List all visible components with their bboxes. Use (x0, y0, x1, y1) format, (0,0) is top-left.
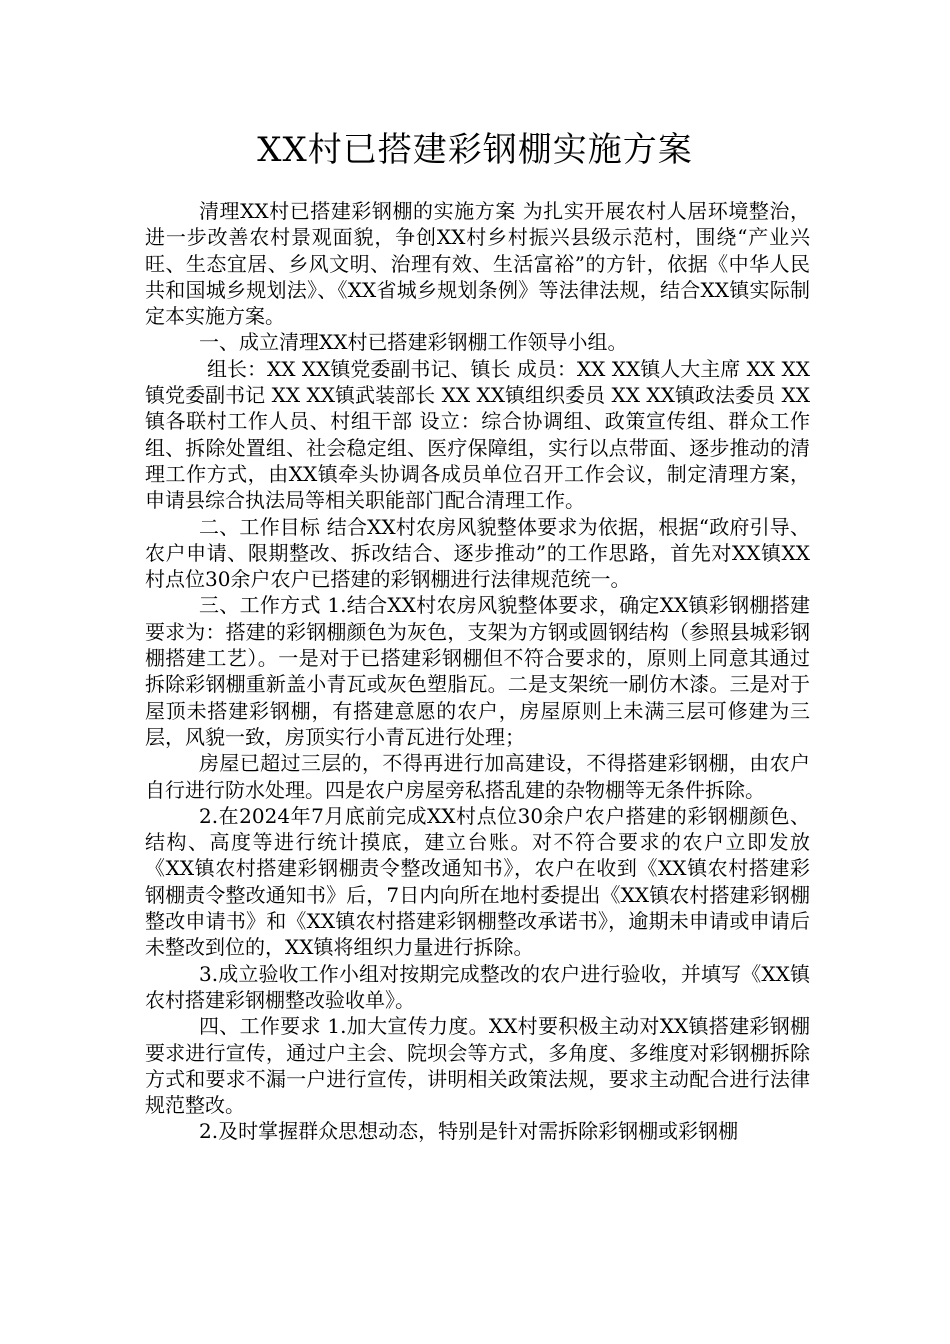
paragraph-leadership-group: 组长：XX XX镇党委副书记、镇长 成员：XX XX镇人大主席 XX XX镇党委副书记 XX XX镇武装部长 XX XX镇组织委员 XX XX镇政法委员 XX镇各联村工作人员、村组干部 设立：综合协调组、政策宣传组、群众工作组、拆除处置组、社会稳定组、医疗保障组，实行以点带面、逐步推动的清理工作方式，由XX镇牵头协调各成员单位召开工作会议，制定清理方案，申请县综合执法局等相关职能部门配合清理工作。 (145, 356, 810, 513)
paragraph-section-2-goal: 二、工作目标 结合XX村农房风貌整体要求为依据，根据“政府引导、农户申请、限期整改、拆改结合、逐步推动”的工作思路，首先对XX镇XX村点位30余户农户已搭建的彩钢棚进行法律规范统一。 (145, 514, 810, 592)
paragraph-requirement-2: 2.及时掌握群众思想动态，特别是针对需拆除彩钢棚或彩钢棚 (199, 1119, 739, 1144)
paragraph-method-2: 2.在2024年7月底前完成XX村点位30余户农户搭建的彩钢棚颜色、结构、高度等进行统计摸底，建立台账。对不符合要求的农户立即发放《XX镇农村搭建彩钢棚责令整改通知书》，农户在收到《XX镇农村搭建彩钢棚责令整改通知书》后，7日内向所在地村委提出《XX镇农村搭建彩钢棚整改申请书》和《XX镇农村搭建彩钢棚整改承诺书》，逾期未申请或申请后未整改到位的，XX镇将组织力量进行拆除。 (145, 803, 810, 960)
document-body (145, 198, 810, 1145)
paragraph-section-4-requirements: 四、工作要求 1.加大宣传力度。XX村要积极主动对XX镇搭建彩钢棚要求进行宣传，通过户主会、院坝会等方式，多角度、多维度对彩钢棚拆除方式和要求不漏一户进行宣传，讲明相关政策法规，要求主动配合进行法律规范整改。 (145, 1014, 810, 1118)
paragraph-intro: 清理XX村已搭建彩钢棚的实施方案 为扎实开展农村人居环境整治，进一步改善农村景观面貌，争创XX村乡村振兴县级示范村，围绕“产业兴旺、生态宜居、乡风文明、治理有效、生活富裕”的方针，依据《中华人民共和国城乡规划法》、《XX省城乡规划条例》等法律法规，结合XX镇实际制定本实施方案。 (145, 199, 810, 329)
paragraph-method-3: 3.成立验收工作小组对按期完成整改的农户进行验收，并填写《XX镇农村搭建彩钢棚整改验收单》。 (145, 961, 810, 1012)
document-title: XX村已搭建彩钢棚实施方案 (257, 130, 693, 170)
paragraph-section-1-heading: 一、成立清理XX村已搭建彩钢棚工作领导小组。 (199, 330, 628, 355)
paragraph-section-3-method: 三、工作方式 1.结合XX村农房风貌整体要求，确定XX镇彩钢棚搭建要求为：搭建的彩钢棚颜色为灰色，支架为方钢或圆钢结构（参照县城彩钢棚搭建工艺）。一是对于已搭建彩钢棚但不符合要求的，原则上同意其通过拆除彩钢棚重新盖小青瓦或灰色塑脂瓦。二是支架统一刷仿木漆。三是对于屋顶未搭建彩钢棚，有搭建意愿的农户，房屋原则上未满三层可修建为三层，风貌一致，房顶实行小青瓦进行处理； (145, 593, 810, 749)
paragraph-three-floors: 房屋已超过三层的，不得再进行加高建设，不得搭建彩钢棚，由农户自行进行防水处理。四是农户房屋旁私搭乱建的杂物棚等无条件拆除。 (145, 751, 810, 802)
